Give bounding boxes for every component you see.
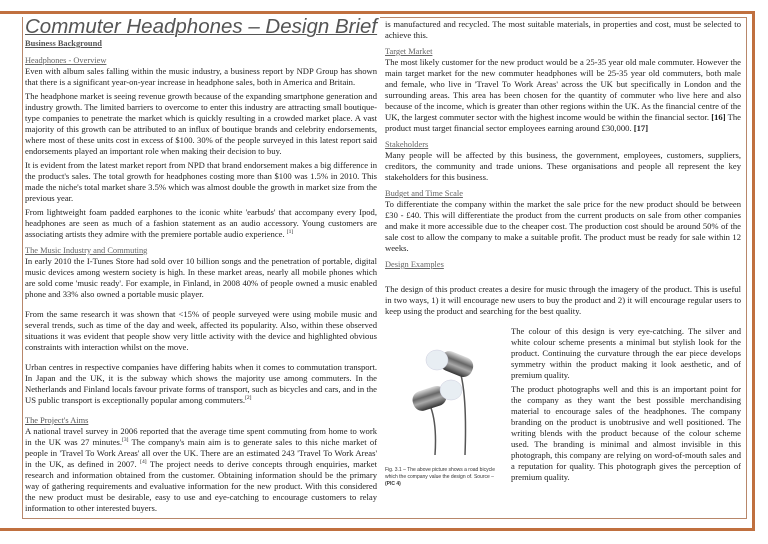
paragraph-fashion [25, 207, 377, 240]
page-border-top [380, 17, 746, 18]
heading-target-market: Target Market [385, 47, 433, 56]
reference: [1] [286, 229, 294, 236]
heading-business-background: Business Background [25, 39, 102, 48]
paragraph-text: The product must target financial sector employees earning around £30,000. [385, 112, 741, 133]
paragraph-materials: is manufactured and recycled. The most suitable materials, in properties and cost, must be selected to achieve this. [385, 19, 741, 40]
caption-reference: (PIC 4) [385, 481, 401, 487]
reference: [17] [633, 123, 649, 133]
paragraph-colour: The colour of this design is very eye-catching. The silver and white colour scheme presents a minimal but stylish look for the product. Continuing the curvature through the ear piece develops symmetry within the product making it look aesthetic, and of premium quality. [511, 326, 741, 380]
right-column [385, 19, 741, 488]
paragraph-research: From the same research it was shown that <15% of people surveyed were using mobile music and several trends, such as time of the day and week, affected its popularity. Also, within these observed situations it was evident that people show very little activity with the device and highlighted obvious constraints with interaction whilst on the move. [25, 309, 377, 352]
paragraph-text: The company's main aim is to generate sales to this niche market of people in 'Travel To Work Areas' all over the UK. There are an estimated 243 'Travel To Work Areas' in the UK, as defined in 2007. [25, 437, 377, 469]
paragraph-npd-report: It is evident from the latest market report from NPD that brand endorsement makes a big difference in the product's sales. The total growth for headphones costing more than $100 was 1.5% in 2010. This made the niche's total market share 3.5% which was almost double the growth in market size from the previous year. [25, 160, 377, 203]
paragraph-aims [25, 426, 377, 514]
paragraph-text: The most likely customer for the new product would be a 25-35 year old male commuter. However the main target market for the new commuter headphones will be 25-35 year old commuters, both male and female, who live in 'Travel To Work Areas' across the UK but specifically in London and the surrounding areas. This area has been chosen for the quantity of commuter who live here and also because of the income, which is greater than other regions within the UK. As the financial centre of the UK, the largest commuter sector with the highest income would be within the financial sector. [385, 57, 741, 122]
reference: [4] [140, 459, 147, 466]
reference: [2] [245, 395, 252, 402]
page-title: Commuter Headphones – Design Brief [25, 15, 378, 38]
caption-text: Fig. 3.1 – The above picture shows a road bicycle which the company value the design of. Source – [385, 467, 495, 480]
paragraph-text: From lightweight foam padded earphones to the iconic white 'earbuds' that accompany every Ipod, headphones are seen as much of a fashion statement as an audio accessory. Young customers are associating artists they admire with the premiere portable audio experience. [25, 207, 377, 239]
heading-project-aims: The Project's Aims [25, 416, 89, 425]
heading-music-industry: The Music Industry and Commuting [25, 246, 148, 255]
paragraph-budget: To differentiate the company within the market the sale price for the new product should be between £30 - £40. This will differentiate the product from the current products on sale from other companies and make it more accessible due to the cheaper cost. The production cost should be around 50% of the sale cost to allow the company to make a suitable profit. The product must be ready for sale within 12 weeks. [385, 199, 741, 253]
paragraph-target-market [385, 57, 741, 134]
paragraph-text: Urban centres in respective companies have differing habits when it comes to commutation transport. In Japan and the UK, it is the subway which shows the majority use among commuters. In the Netherlands and Finland locals favour private forms of transport, such as bicycles and cars, and in the US public transport is exceptionally popular among commuters. [25, 362, 377, 405]
paragraph-design: The design of this product creates a desire for music through the imagery of the product. This is useful in two ways, 1) it will encourage new users to buy the product and 2) it will encourage regular users to keep using the product and searching for the best quality. [385, 284, 741, 316]
paragraph-text: The project needs to derive concepts through enquiries, market research and information obtained from the customer. Obtaining information should be the primary way of gathering requirements and evaluative information for the new product. With this considered the new product must be desirable, easy to use and eye-catching to encourage customers to relay information to other interested buyers. [25, 459, 378, 513]
left-column [25, 16, 377, 517]
paragraph-text: A national travel survey in 2006 reported that the average time spent commuting from home to work in the UK was 27 minutes. [25, 426, 377, 447]
frame-right-rule [752, 11, 755, 531]
reference: [3] [122, 437, 129, 444]
heading-stakeholders: Stakeholders [385, 140, 429, 149]
heading-budget: Budget and Time Scale [385, 189, 463, 198]
paragraph-urban [25, 362, 377, 406]
design-example [385, 324, 741, 488]
figure-caption [385, 467, 505, 488]
paragraph-market-growth: The headphone market is seeing revenue growth because of the expanding smartphone generation and industry growth. The limited barriers to overcome to enter this industry are attracting small boutique-type companies to penetrate the market which is quickly resulting in a crowded market place. A vast majority of this growth can be attributed to an influx of boutique brands and celebrity endorsements, where most of these units cost in excess of $100. 30% of the people surveyed in this latest report said endorsements played an important role when making their decision to buy. [25, 91, 377, 156]
design-commentary [511, 324, 741, 488]
paragraph-overview: Even with album sales falling within the music industry, a business report by NDP Group has shown that there is a significant year-on-year increase in headphone sales, both in America and Britain. [25, 66, 377, 87]
frame-bottom-rule [0, 528, 755, 531]
heading-design-examples: Design Examples [385, 260, 444, 269]
paragraph-itunes: In early 2010 the I-Tunes Store had sold over 10 billion songs and the penetration of portable, digital music devices among western society is high. In these market areas, nearly all mobile phones which are sold come 'music ready'. For example, in Finland, in 2008 40% of people owned a music enabled phone and 33% also owned a portable music player. [25, 256, 377, 299]
frame-top-rule [0, 11, 755, 14]
paragraph-photograph: The product photographs well and this is an important point for the company as they want the best possible merchandising material to encourage sales of the headphones. The company branding on the product is unobtrusive and well positioned. The writing blends with the product because of the colour scheme used. The branding is minimal and almost invisible in this photograph, this company are relying on word-of-mouth sales and a reputation for quality. This photograph gives the perception of premium quality. [511, 384, 741, 482]
reference: [16] [711, 112, 726, 122]
earphones-image [401, 330, 489, 455]
figure [385, 324, 505, 488]
paragraph-stakeholders: Many people will be affected by this business, the government, employees, customers, suppliers, creditors, the community and trade unions. These organisations and people all represent the key stakeholders for this business. [385, 150, 741, 182]
heading-headphones-overview: Headphones - Overview [25, 56, 107, 65]
